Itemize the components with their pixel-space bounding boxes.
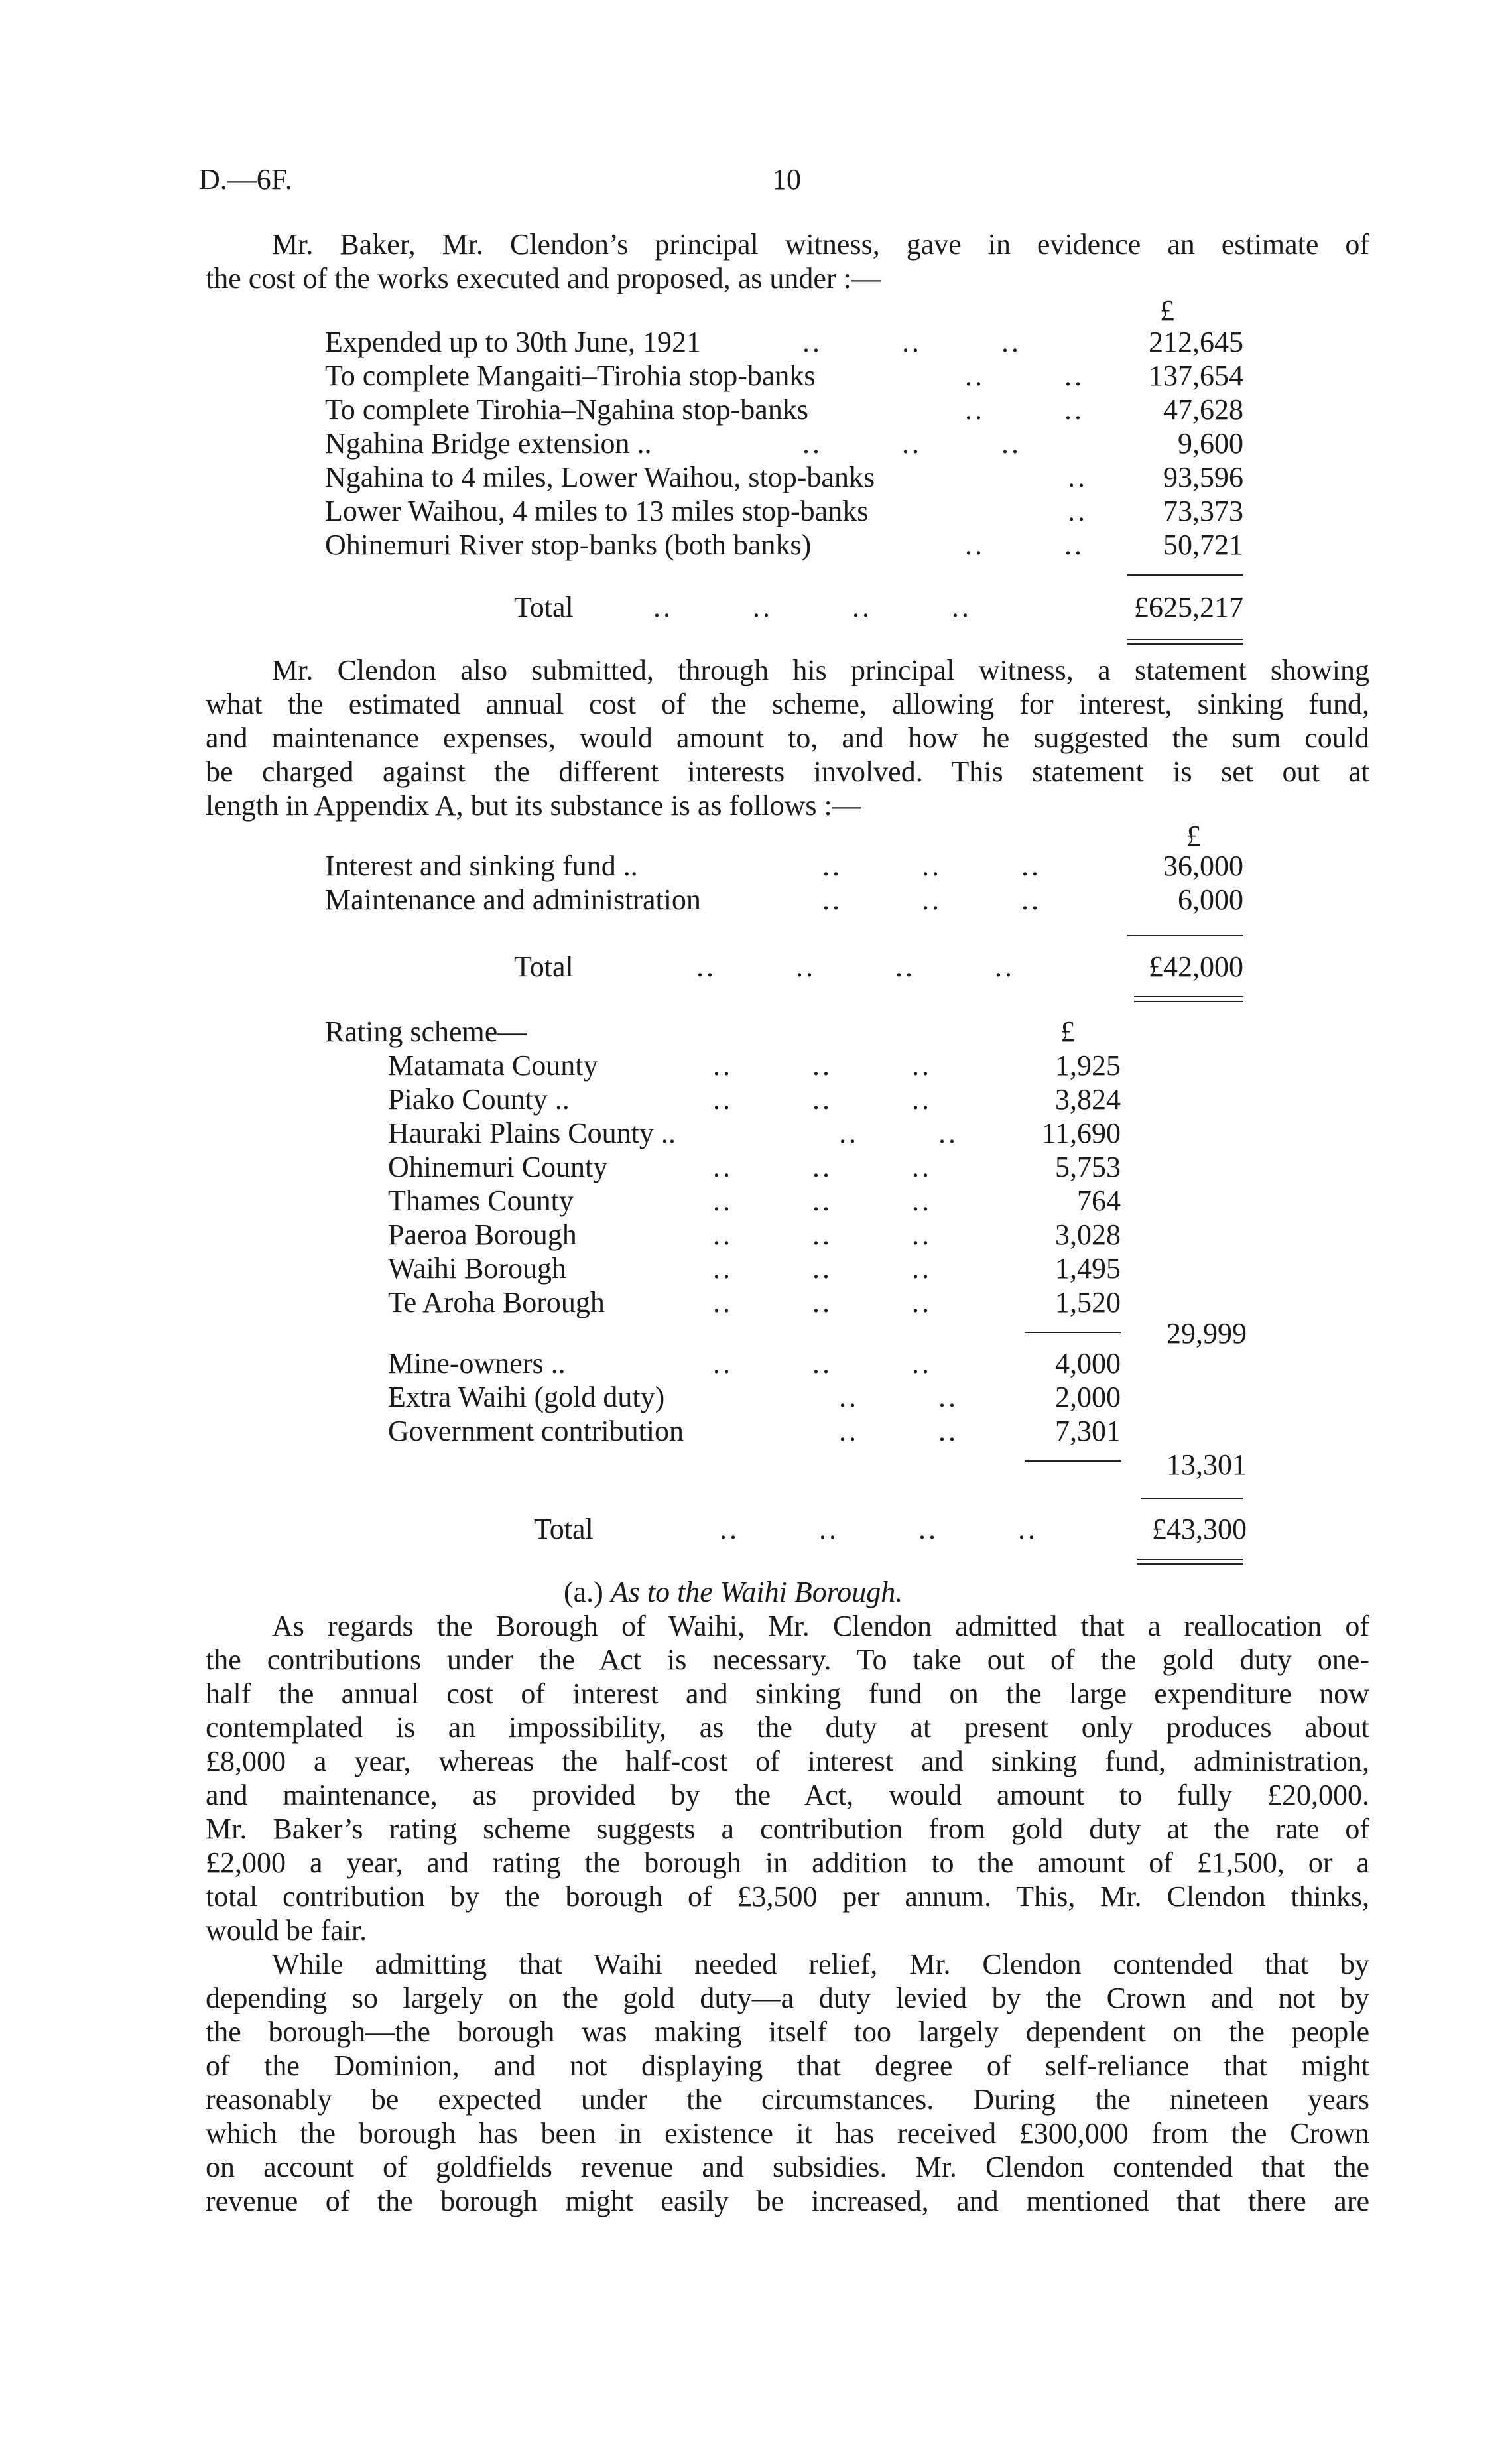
rating-row-value: 5,753 — [1055, 1151, 1121, 1183]
paragraph-line: which the borough has been in existence it has received £300,000 from the Crown — [206, 2117, 1369, 2150]
total-label: Total — [534, 1513, 594, 1545]
rating-row-value: 764 — [1077, 1185, 1121, 1217]
rating-row-label: Piako County .. — [388, 1083, 570, 1116]
rating-row-value: 3,824 — [1055, 1083, 1121, 1116]
leader-dots: .. .. .. — [713, 1049, 932, 1082]
paragraph-line: £2,000 a year, and rating the borough in addition to the amount of £1,500, or a — [206, 1846, 1369, 1879]
table-row-label: To complete Tirohia–Ngahina stop-banks — [325, 393, 808, 426]
paragraph-line: and maintenance expenses, would amount to, and how he suggested the sum could — [206, 722, 1369, 754]
currency-symbol: £ — [1160, 294, 1174, 327]
rating-row-value: 4,000 — [1055, 1347, 1121, 1380]
leader-dots: .. .. .. — [713, 1252, 932, 1285]
table-row-value: 50,721 — [1163, 529, 1243, 561]
sum-rule — [1127, 574, 1243, 576]
page-number: 10 — [772, 163, 801, 196]
paragraph-line: £8,000 a year, whereas the half-cost of interest and sinking fund, administration, — [206, 1745, 1369, 1777]
table-row-value: 36,000 — [1163, 850, 1243, 882]
rating-row-value: 1,925 — [1055, 1049, 1121, 1082]
currency-symbol: £ — [1186, 820, 1201, 852]
second-paragraph — [206, 653, 1369, 822]
leader-dots: .. .. — [965, 529, 1084, 561]
rating-row-label: Te Aroha Borough — [388, 1286, 605, 1318]
leader-dots: .. .. .. .. — [696, 950, 1015, 983]
paragraph-line: and maintenance, as provided by the Act, would amount to fully £20,000. — [206, 1779, 1369, 1811]
section-heading-title: As to the Waihi Borough. — [610, 1576, 903, 1608]
table-row-value: 47,628 — [1163, 393, 1243, 426]
double-rule — [1137, 1559, 1243, 1560]
rating-row-label: Extra Waihi (gold duty) — [388, 1381, 665, 1413]
leader-dots: .. .. .. — [802, 427, 1021, 460]
table-row-label: Ngahina Bridge extension .. — [325, 427, 652, 460]
paragraph-line: be charged against the different interests involved. This statement is set out at — [206, 755, 1369, 788]
total-label: Total — [514, 591, 574, 623]
paragraph-line: reasonably be expected under the circumstances. During the nineteen years — [206, 2083, 1369, 2116]
subtotal-value: 29,999 — [1166, 1317, 1247, 1350]
rating-row-value: 3,028 — [1055, 1218, 1121, 1251]
table-row-label: Lower Waihou, 4 miles to 13 miles stop-banks — [325, 495, 869, 527]
table-row-label: Maintenance and administration — [325, 883, 701, 916]
leader-dots: .. — [1068, 461, 1088, 493]
total-value: £42,000 — [1149, 950, 1243, 983]
paragraph-line: While admitting that Waihi needed relief, Mr. Clendon contended that by — [272, 1948, 1369, 1980]
paragraph-line: length in Appendix A, but its substance is as follows :— — [206, 789, 861, 822]
sum-rule — [1141, 1498, 1243, 1499]
table-row-label: Interest and sinking fund .. — [325, 850, 638, 882]
leader-dots: .. .. .. — [713, 1286, 932, 1318]
sum-rule — [1127, 935, 1243, 936]
leader-dots: .. .. — [839, 1381, 958, 1413]
leader-dots: .. .. .. — [713, 1347, 932, 1380]
table-row-value: 6,000 — [1178, 883, 1243, 916]
paragraph-line: As regards the Borough of Waihi, Mr. Clendon admitted that a reallocation of — [272, 1610, 1369, 1642]
currency-symbol: £ — [1060, 1015, 1075, 1048]
table-row-value: 9,600 — [1178, 427, 1243, 460]
rating-row-label: Paeroa Borough — [388, 1218, 577, 1251]
section-heading — [564, 1575, 903, 1609]
paragraph-line: the cost of the works executed and proposed, as under :— — [206, 262, 881, 294]
intro-paragraph — [206, 227, 1369, 295]
leader-dots: .. .. .. — [713, 1185, 932, 1217]
leader-dots: .. .. .. — [822, 850, 1041, 882]
leader-dots: .. .. .. .. — [653, 591, 972, 623]
table-row-value: 212,645 — [1149, 326, 1243, 358]
rating-row-value: 1,495 — [1055, 1252, 1121, 1285]
double-rule — [1134, 996, 1243, 997]
double-rule — [1137, 1563, 1243, 1565]
rating-row-label: Hauraki Plains County .. — [388, 1117, 676, 1149]
rating-row-label: Waihi Borough — [388, 1252, 566, 1285]
waihi-paragraph — [206, 1609, 1369, 1947]
rating-row-label: Matamata County — [388, 1049, 598, 1082]
paragraph-line: revenue of the borough might easily be increased, and mentioned that there are — [206, 2185, 1369, 2217]
paragraph-line: of the Dominion, and not displaying that degree of self-reliance that might — [206, 2049, 1369, 2082]
rating-row-value: 1,520 — [1055, 1286, 1121, 1318]
rating-row-label: Ohinemuri County — [388, 1151, 608, 1183]
leader-dots: .. .. .. — [802, 326, 1021, 358]
paragraph-line: would be fair. — [206, 1914, 367, 1947]
paragraph-line: depending so largely on the gold duty—a duty levied by the Crown and not by — [206, 1982, 1369, 2014]
table-row-value: 73,373 — [1163, 495, 1243, 527]
document-reference: D.—6F. — [199, 163, 292, 196]
leader-dots: .. .. — [839, 1117, 958, 1149]
table-row-value: 137,654 — [1149, 359, 1243, 392]
table-row-label: To complete Mangaiti–Tirohia stop-banks — [325, 359, 816, 392]
rating-row-label: Government contribution — [388, 1415, 684, 1447]
relief-paragraph — [206, 1947, 1369, 2218]
subtotal-value: 13,301 — [1166, 1448, 1247, 1481]
double-rule — [1127, 639, 1243, 640]
paragraph-line: contemplated is an impossibility, as the duty at present only produces about — [206, 1711, 1369, 1744]
paragraph-line: Mr. Baker, Mr. Clendon’s principal witness, gave in evidence an estimate of — [272, 228, 1369, 261]
table-row-value: 93,596 — [1163, 461, 1243, 493]
rating-row-label: Mine-owners .. — [388, 1347, 566, 1380]
total-label: Total — [514, 950, 574, 983]
rating-row-value: 2,000 — [1055, 1381, 1121, 1413]
paragraph-line: what the estimated annual cost of the scheme, allowing for interest, sinking fund, — [206, 688, 1369, 720]
leader-dots: .. .. — [965, 359, 1084, 392]
paragraph-line: Mr. Baker’s rating scheme suggests a contribution from gold duty at the rate of — [206, 1813, 1369, 1845]
double-rule — [1127, 643, 1243, 645]
leader-dots: .. .. .. — [713, 1218, 932, 1251]
paragraph-line: Mr. Clendon also submitted, through his principal witness, a statement showing — [272, 654, 1369, 686]
leader-dots: .. .. — [965, 393, 1084, 426]
leader-dots: .. .. — [839, 1415, 958, 1447]
table-row-label: Ngahina to 4 miles, Lower Waihou, stop-banks — [325, 461, 875, 493]
paragraph-line: the borough—the borough was making itself too largely dependent on the people — [206, 2016, 1369, 2048]
double-rule — [1134, 1001, 1243, 1002]
leader-dots: .. .. .. — [822, 883, 1041, 916]
leader-dots: .. .. .. — [713, 1083, 932, 1116]
paragraph-line: half the annual cost of interest and sinking fund on the large expenditure now — [206, 1677, 1369, 1710]
leader-dots: .. .. .. — [713, 1151, 932, 1183]
leader-dots: .. .. .. .. — [720, 1513, 1038, 1545]
paragraph-line: total contribution by the borough of £3,500 per annum. This, Mr. Clendon thinks, — [206, 1880, 1369, 1913]
leader-dots: .. — [1068, 495, 1088, 527]
rating-row-value: 7,301 — [1055, 1415, 1121, 1447]
total-value: £43,300 — [1152, 1513, 1247, 1545]
rating-row-value: 11,690 — [1041, 1117, 1121, 1149]
paragraph-line: on account of goldfields revenue and subsidies. Mr. Clendon contended that the — [206, 2151, 1369, 2183]
table-row-label: Ohinemuri River stop-banks (both banks) — [325, 529, 812, 561]
paragraph-line: the contributions under the Act is necessary. To take out of the gold duty one- — [206, 1643, 1369, 1676]
rating-row-label: Thames County — [388, 1185, 574, 1217]
total-value: £625,217 — [1134, 591, 1243, 623]
table-row-label: Expended up to 30th June, 1921 — [325, 326, 702, 358]
rating-heading: Rating scheme— — [325, 1015, 527, 1048]
section-heading-prefix: (a.) — [564, 1576, 603, 1608]
